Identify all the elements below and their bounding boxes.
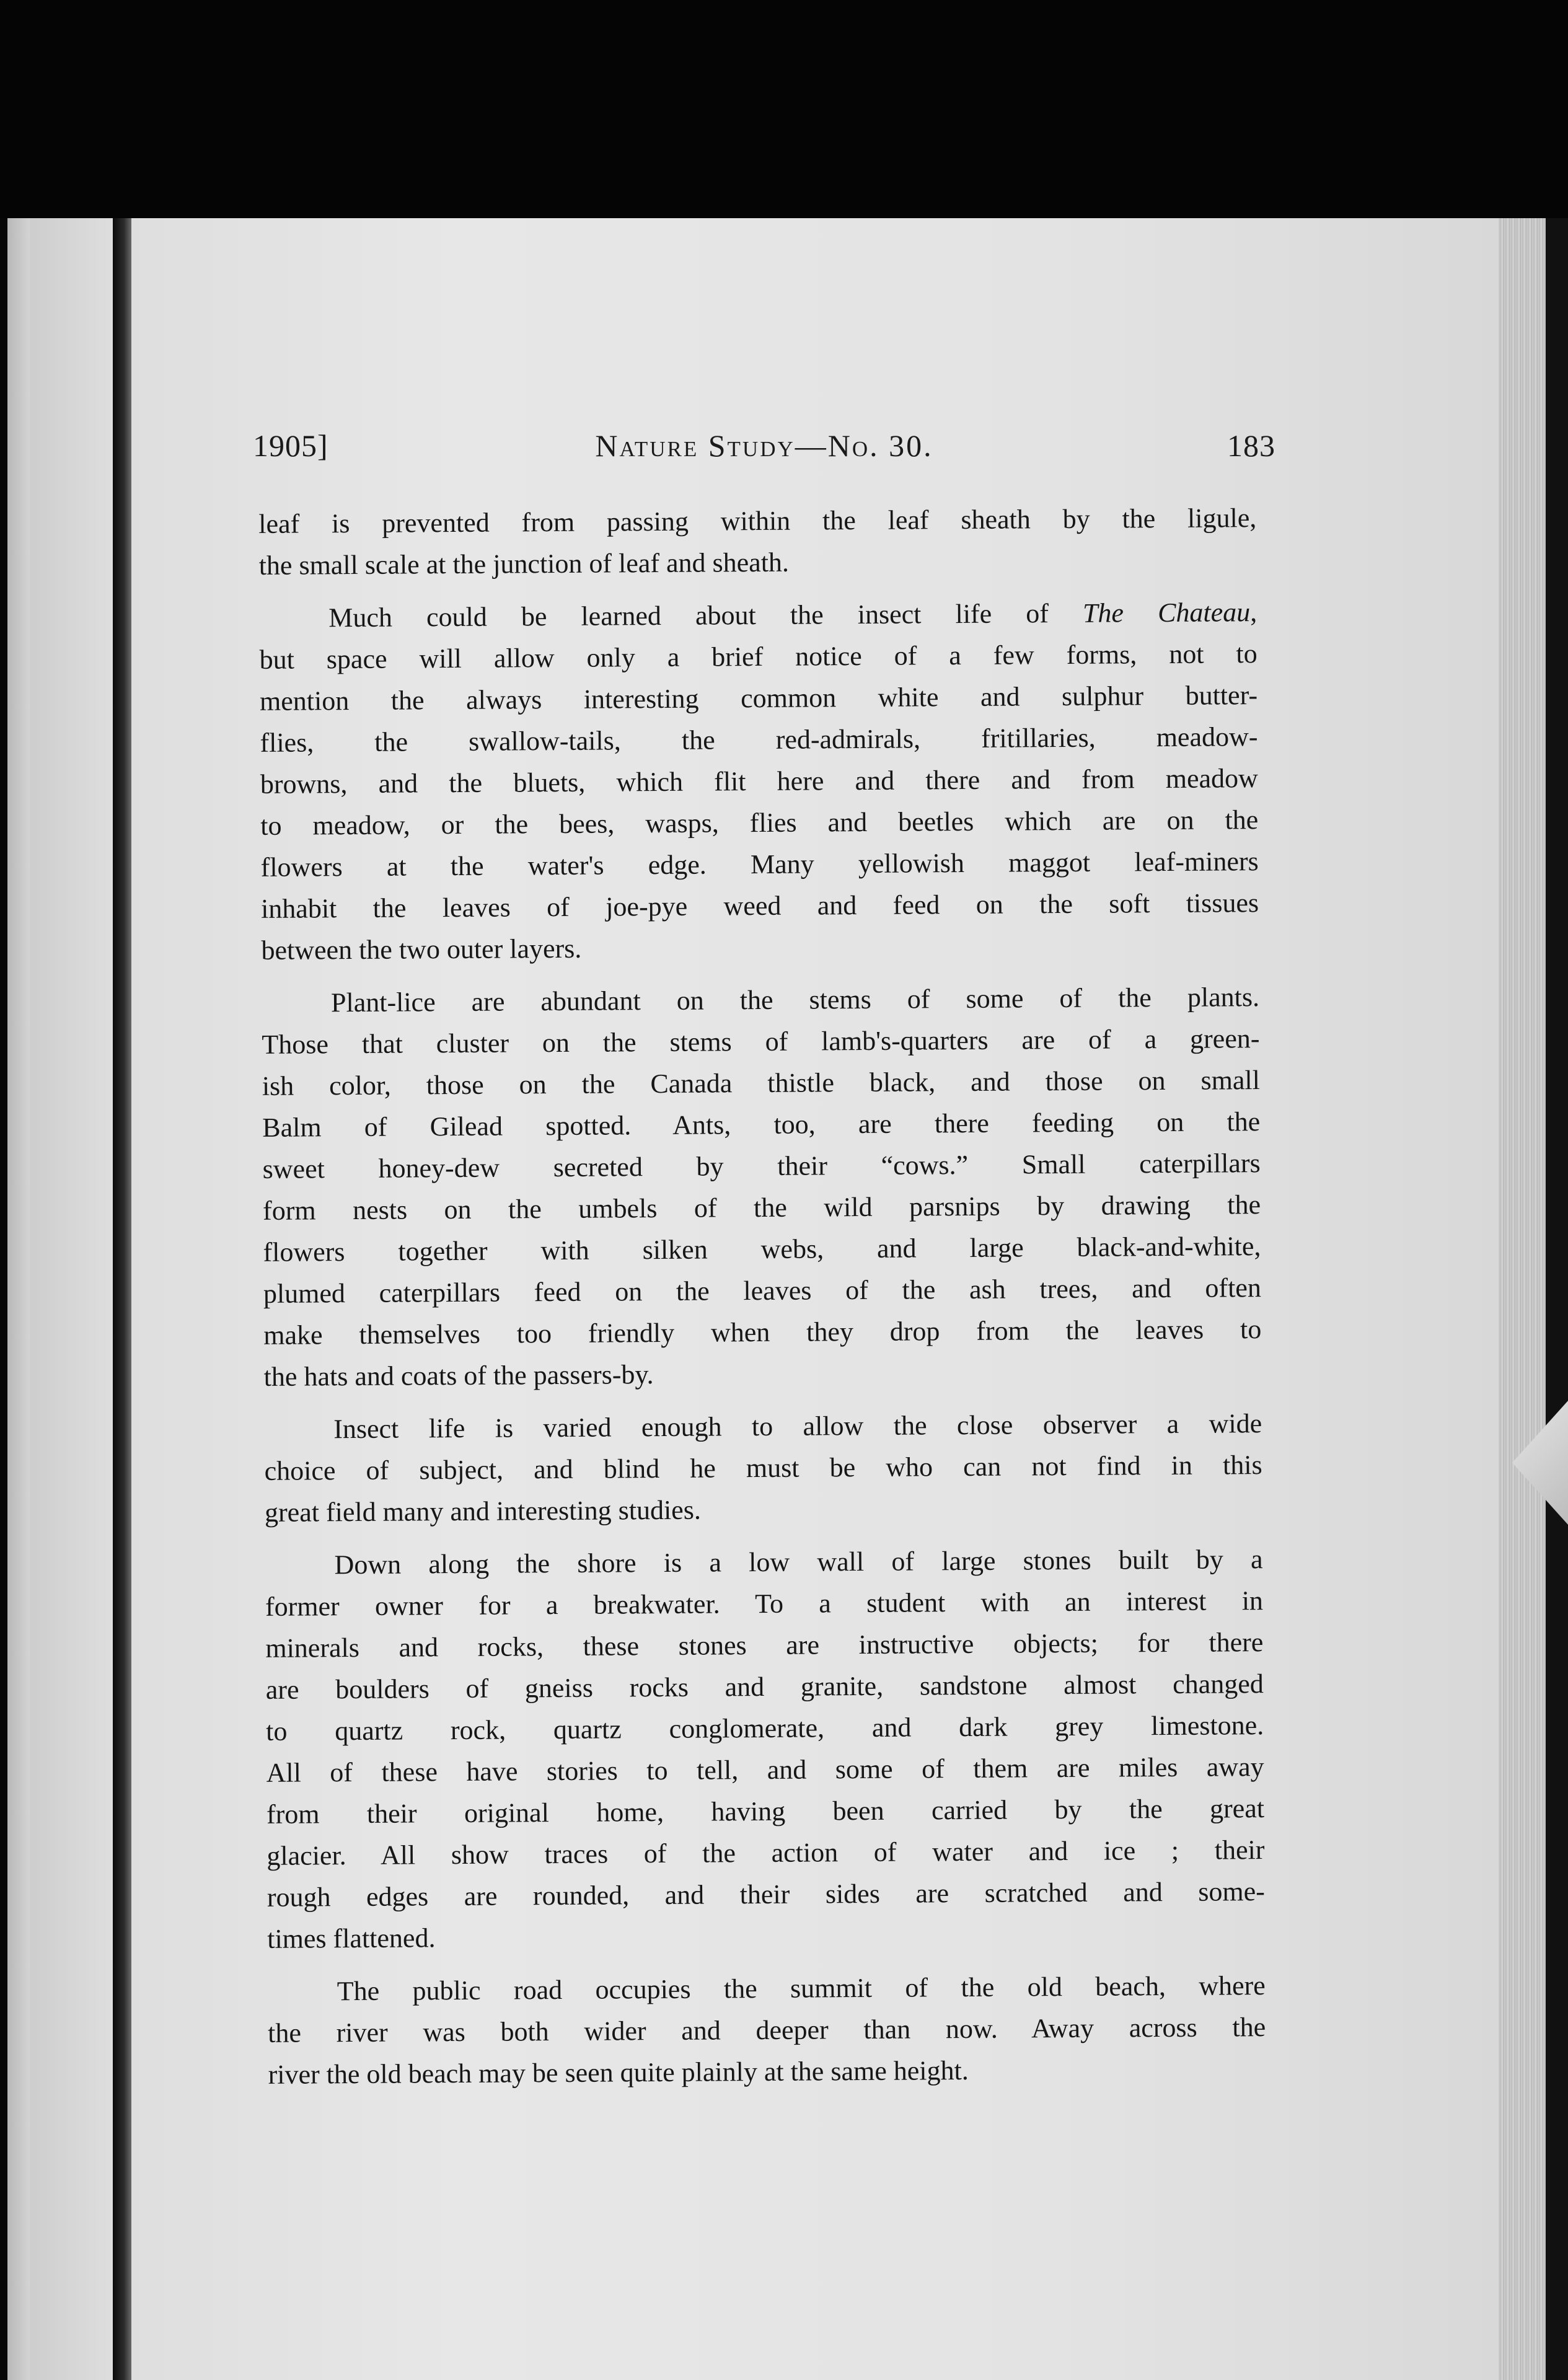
- header-title: Nature Study—No. 30.: [595, 428, 933, 463]
- text-line: form nests on the umbels of the wild parsnips by drawing the: [262, 1189, 1261, 1226]
- scanner-background: [0, 0, 1568, 218]
- italic-title: The Chateau: [1082, 597, 1251, 628]
- text-line: the hats and coats of the passers-by.: [263, 1359, 654, 1392]
- page-gutter: [7, 218, 30, 2380]
- body-text: [258, 497, 1266, 2107]
- text-line: Much could be learned about the insect life of The Chateau,: [328, 597, 1257, 633]
- text-line: to quartz rock, quartz conglomerate, and dark grey limestone.: [266, 1710, 1264, 1747]
- text-line: from their original home, having been carried by the great: [266, 1793, 1265, 1830]
- text-line: browns, and the bluets, which flit here and there and from meadow: [260, 763, 1259, 800]
- text-line: All of these have stories to tell, and some of them are miles away: [266, 1752, 1264, 1788]
- text-line: ish color, those on the Canada thistle black, and those on small: [262, 1065, 1260, 1101]
- text-line: inhabit the leaves of joe-pye weed and feed on the soft tissues: [260, 888, 1259, 924]
- text-line: to meadow, or the bees, wasps, flies and beetles which are on the: [260, 804, 1259, 841]
- header-year: 1905]: [253, 428, 328, 463]
- page-number: 183: [1227, 428, 1275, 463]
- text-line: great field many and interesting studies.: [264, 1494, 702, 1528]
- scan-edge-shadow: [1546, 218, 1568, 2380]
- paragraph: [268, 1965, 1266, 2096]
- text-line: the small scale at the junction of leaf and sheath.: [258, 547, 790, 581]
- text-line: make themselves too friendly when they drop from the leaves to: [263, 1314, 1262, 1351]
- running-header: [253, 428, 1275, 477]
- text-line: the river was both wider and deeper than now. Away across the: [268, 2012, 1266, 2048]
- text-line: The public road occupies the summit of the old beach, where: [337, 1970, 1266, 2007]
- text-line: are boulders of gneiss rocks and granite, sandstone almost changed: [265, 1668, 1264, 1705]
- text-line: mention the always interesting common white and sulphur butter-: [259, 680, 1258, 716]
- text-line: Balm of Gilead spotted. Ants, too, are there feeding on the: [262, 1106, 1261, 1143]
- text-line: Insect life is varied enough to allow the close observer a wide: [333, 1408, 1262, 1445]
- paragraph: [262, 976, 1262, 1398]
- text-line: flowers at the water's edge. Many yellowish maggot leaf-miners: [260, 846, 1259, 883]
- paragraph: [259, 591, 1259, 971]
- text-line: Down along the shore is a low wall of large stones built by a: [334, 1544, 1263, 1580]
- paragraph: [264, 1403, 1262, 1533]
- text-line: Those that cluster on the stems of lamb's-quarters are of a green-: [262, 1023, 1260, 1060]
- text-line: sweet honey-dew secreted by their “cows.” Small caterpillars: [262, 1148, 1261, 1184]
- text-line: flies, the swallow-tails, the red-admirals, fritillaries, meadow-: [260, 721, 1258, 758]
- text-line: rough edges are rounded, and their sides are scratched and some-: [266, 1876, 1265, 1913]
- text-line: Plant-lice are abundant on the stems of some of the plants.: [330, 982, 1260, 1018]
- text-line: former owner for a breakwater. To a student with an interest in: [265, 1585, 1264, 1622]
- text-line: flowers together with silken webs, and large black-and-white,: [263, 1231, 1261, 1267]
- text-line: minerals and rocks, these stones are instructive objects; for there: [265, 1627, 1264, 1664]
- text-line: between the two outer layers.: [261, 933, 582, 966]
- text-line: plumed caterpillars feed on the leaves of the ash trees, and often: [263, 1272, 1262, 1309]
- text-line: river the old beach may be seen quite plainly at the same height.: [268, 2055, 969, 2090]
- paragraph: [258, 497, 1257, 586]
- binding-shadow: [113, 218, 131, 2380]
- paragraph: [265, 1538, 1265, 1960]
- text-line: but space will allow only a brief notice of a few forms, not to: [259, 638, 1257, 675]
- text-line: times flattened.: [267, 1923, 436, 1954]
- text-line: leaf is prevented from passing within the leaf sheath by the ligule,: [258, 503, 1257, 539]
- text-line: glacier. All show traces of the action of water and ice ; their: [266, 1835, 1265, 1871]
- text-line: choice of subject, and blind he must be who can not find in this: [264, 1450, 1262, 1486]
